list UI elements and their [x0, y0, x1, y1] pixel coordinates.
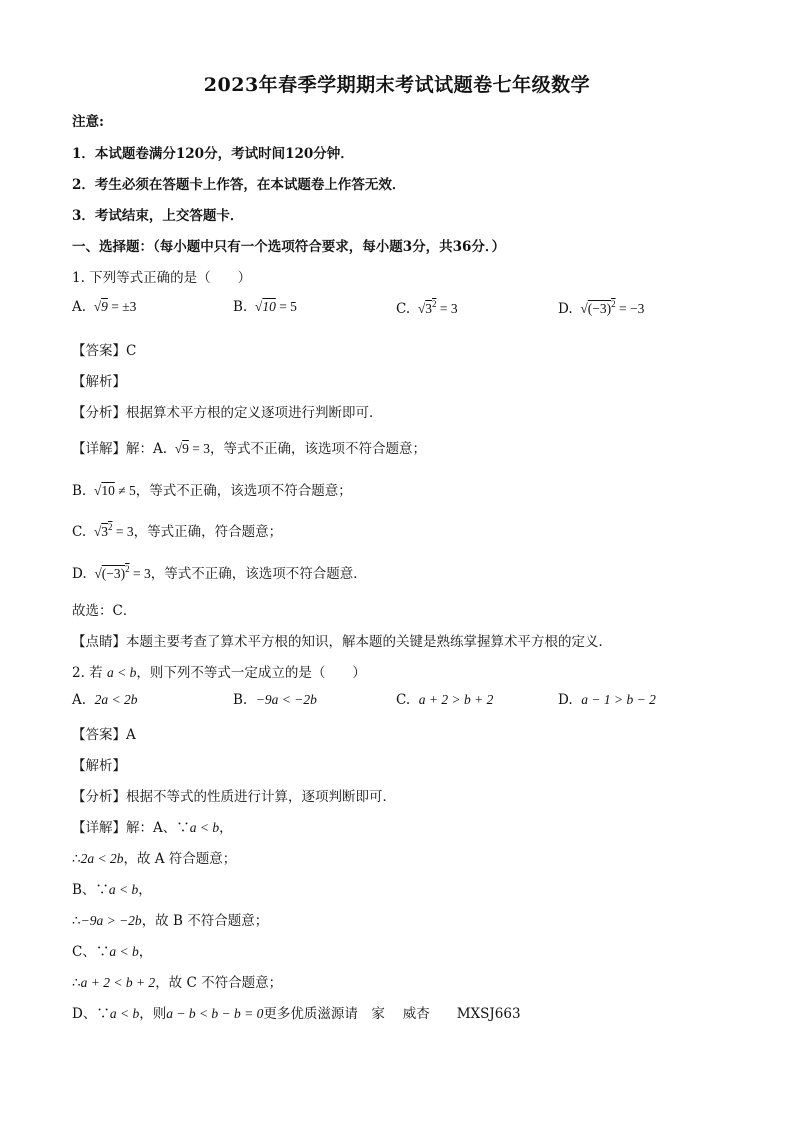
q2-detail-line: C、∵a < b，: [72, 944, 153, 960]
q1-analysis-label: 【解析】: [72, 374, 126, 390]
q2-detail-line: D、∵a < b，则a − b < b − b = 0更多优质滋源请 家 威杏 MXSJ663: [72, 1006, 521, 1022]
q2-detail-line: 【详解】解：A、∵a < b，: [72, 820, 233, 836]
notice-item-2: 2．考生必须在答题卡上作答，在本试题卷上作答无效．: [72, 177, 406, 193]
notice-item-3: 3．考试结束，上交答题卡．: [72, 208, 244, 224]
q2-analysis-label: 【解析】: [72, 758, 126, 774]
sqrt-expression: √10 = 5: [251, 299, 297, 314]
q1-option-c: C. $√3^2 = 3$: [396, 299, 458, 317]
q2-option-a: A. 2a < 2b: [72, 692, 138, 708]
q2-detail-line: ∴a + 2 < b + 2，故 C 不符合题意；: [72, 975, 283, 991]
q1-option-d: D. $√(-3)^2 = -3$: [558, 299, 645, 317]
q1-dianjing: 【点睛】本题主要考查了算术平方根的知识，解本题的关键是熟练掌握算术平方根的定义．: [72, 634, 612, 650]
question-2-stem: 2. 若 a < b，则下列不等式一定成立的是（ ）: [72, 665, 366, 681]
q2-fenxi: 【分析】根据不等式的性质进行计算，逐项判断即可．: [72, 789, 396, 805]
q2-option-d: D. a − 1 > b − 2: [558, 692, 656, 708]
q1-choose: 故选：C．: [72, 603, 137, 619]
notice-heading: 注意:: [72, 114, 104, 130]
q1-option-a: A. √9 = ±3: [72, 299, 137, 315]
q2-detail-line: ∴−9a > −2b，故 B 不符合题意；: [72, 913, 269, 929]
notice-item-1: 1．本试题卷满分120分，考试时间120分钟．: [72, 146, 354, 162]
q2-detail-line: B、∵a < b，: [72, 882, 152, 898]
q2-option-c: C. a + 2 > b + 2: [396, 692, 494, 708]
page-title: 2023年春季学期期末考试试题卷七年级数学: [203, 74, 591, 96]
sqrt-expression: √9 = ±3: [90, 299, 137, 314]
section-heading: 一、选择题：（每小题中只有一个选项符合要求，每小题3分，共36分．）: [72, 239, 506, 255]
q2-detail-line: ∴2a < 2b，故 A 符合题意；: [72, 851, 237, 867]
sqrt-expression: $√(-3)^2 = -3$: [576, 299, 645, 316]
q1-detail-b: B. √10 ≠ 5，等式不正确，该选项不符合题意；: [72, 483, 352, 499]
q1-detail-a: 【详解】解：A. √9 = 3，等式不正确，该选项不符合题意；: [72, 441, 427, 457]
question-1-stem: 1. 下列等式正确的是（ ）: [72, 270, 252, 286]
q1-fenxi: 【分析】根据算术平方根的定义逐项进行判断即可．: [72, 405, 383, 421]
q1-option-b: B. √10 = 5: [233, 299, 297, 315]
q1-detail-c: C. $√3^2 = 3$，等式正确，符合题意；: [72, 522, 283, 540]
q1-detail-d: D. $√(-3)^2 = 3$，等式不正确，该选项不符合题意．: [72, 564, 367, 582]
q2-answer: 【答案】A: [72, 727, 136, 743]
sqrt-expression: $√3^2 = 3$: [414, 299, 458, 316]
q1-answer: 【答案】C: [72, 343, 137, 359]
q2-option-b: B. −9a < −2b: [233, 692, 317, 708]
